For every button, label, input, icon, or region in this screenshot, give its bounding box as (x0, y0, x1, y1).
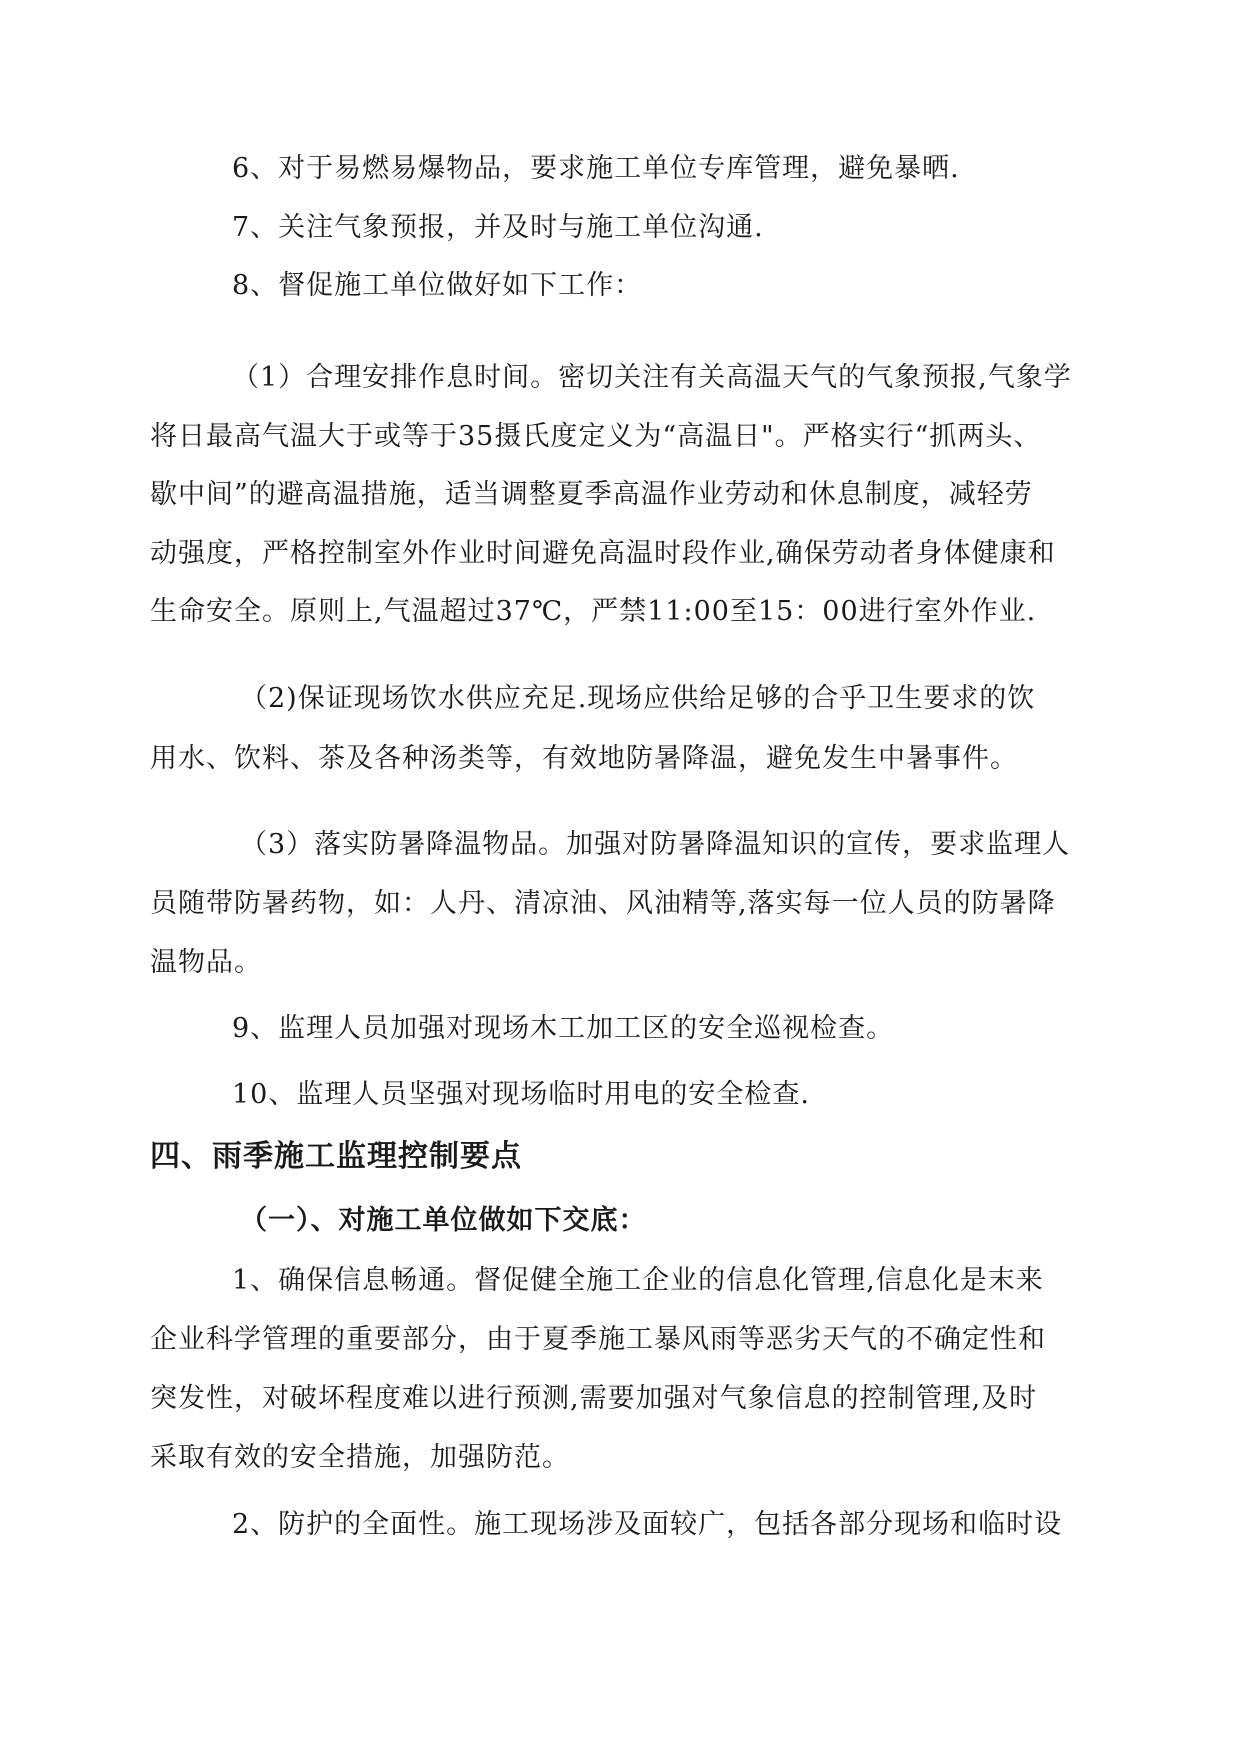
paragraph-line: （3）落实防暑降温物品。加强对防暑降温知识的宣传，要求监理人 (240, 829, 1071, 860)
paragraph-line: 采取有效的安全措施，加强防范。 (150, 1442, 570, 1473)
section-heading: 四、雨季施工监理控制要点 (150, 1139, 522, 1174)
paragraph-line: 1、确保信息畅通。督促健全施工企业的信息化管理,信息化是末来 (232, 1265, 1044, 1296)
paragraph-line: 生命安全。原则上,气温超过37℃，严禁11:00至15：00进行室外作业. (150, 596, 1037, 627)
paragraph-line: （2)保证现场饮水供应充足.现场应供给足够的合乎卫生要求的饮 (240, 683, 1036, 714)
paragraph-line: 8、督促施工单位做好如下工作： (232, 270, 643, 301)
paragraph-line: 员随带防暑药物，如：人丹、清凉油、风油精等,落实每一位人员的防暑降 (150, 888, 1056, 919)
paragraph-line: （1）合理安排作息时间。密切关注有关高温天气的气象预报,气象学 (232, 362, 1072, 393)
paragraph-line: 歇中间”的避高温措施，适当调整夏季高温作业劳动和休息制度，减轻劳 (150, 479, 1033, 510)
paragraph-line: 7、关注气象预报，并及时与施工单位沟通. (232, 212, 764, 243)
subsection-heading: （一）、对施工单位做如下交底： (240, 1205, 647, 1236)
paragraph-line: 温物品。 (150, 947, 262, 978)
paragraph-line: 6、对于易燃易爆物品，要求施工单位专库管理，避免暴晒. (232, 153, 960, 184)
paragraph-line: 9、监理人员加强对现场木工加工区的安全巡视检查。 (232, 1013, 895, 1044)
paragraph-line: 用水、饮料、茶及各种汤类等，有效地防暑降温，避免发生中暑事件。 (150, 743, 1018, 774)
paragraph-line: 2、防护的全面性。施工现场涉及面较广，包括各部分现场和临时设 (232, 1509, 1063, 1540)
paragraph-line: 突发性，对破坏程度难以进行预测,需要加强对气象信息的控制管理,及时 (150, 1383, 1038, 1414)
paragraph-line: 企业科学管理的重要部分，由于夏季施工暴风雨等恶劣天气的不确定性和 (150, 1324, 1046, 1355)
paragraph-line: 10、监理人员坚强对现场临时用电的安全检查. (232, 1079, 810, 1110)
paragraph-line: 动强度，严格控制室外作业时间避免高温时段作业,确保劳动者身体健康和 (150, 538, 1056, 569)
paragraph-line: 将日最高气温大于或等于35摄氏度定义为“高温日"。严格实行“抓两头、 (150, 421, 1042, 452)
